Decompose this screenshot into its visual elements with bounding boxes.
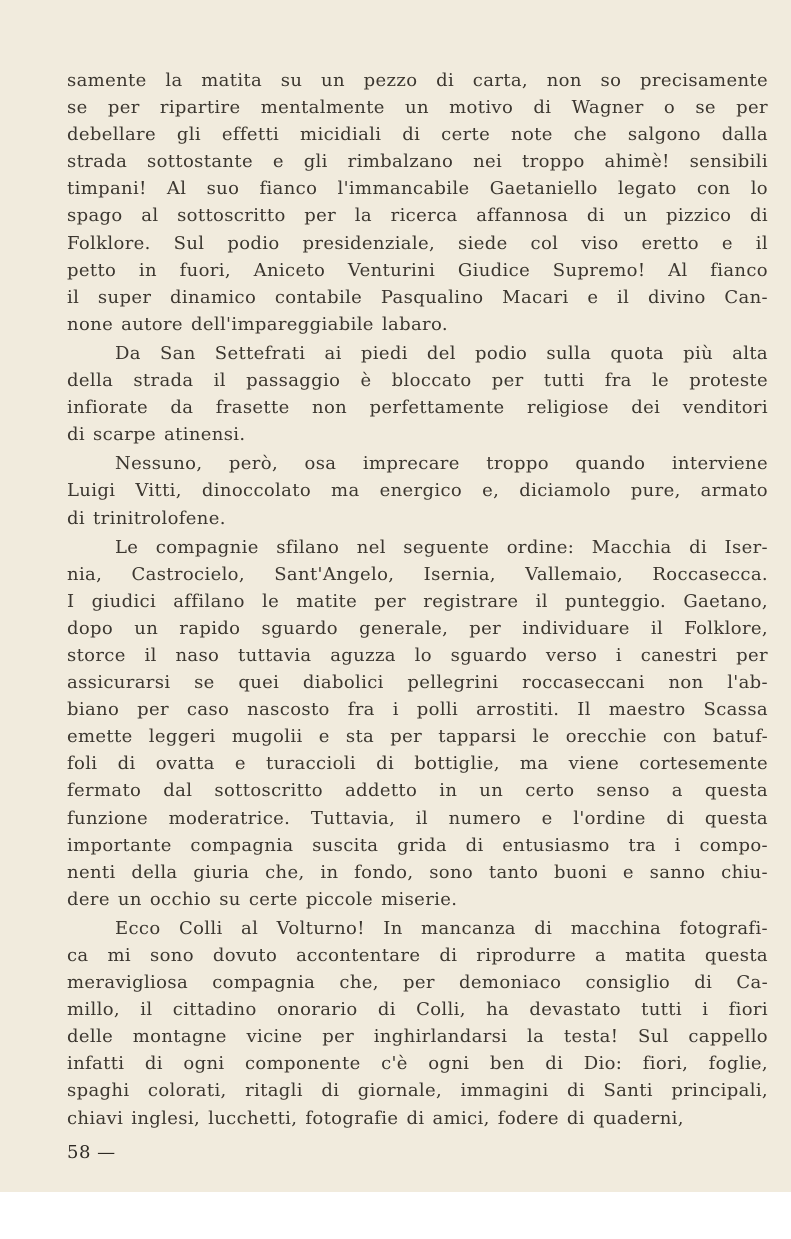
text-line: assicurarsi se quei diabolici pellegrini roccaseccani non l'ab- — [67, 672, 768, 694]
text-line: debellare gli effetti micidiali di certe note che salgono dalla — [67, 124, 768, 146]
text-line: timpani! Al suo fianco l'immancabile Gaetaniello legato con lo — [67, 178, 768, 200]
text-line: millo, il cittadino onorario di Colli, ha devastato tutti i fiori — [67, 999, 768, 1021]
text-line: meravigliosa compagnia che, per demoniaco consiglio di Ca- — [67, 972, 768, 994]
text-line: spago al sottoscritto per la ricerca affannosa di un pizzico di — [67, 205, 768, 227]
text-line: emette leggeri mugolii e sta per tapparsi le orecchie con batuf- — [67, 726, 768, 748]
paragraph — [67, 450, 768, 531]
text-line: biano per caso nascosto fra i polli arrostiti. Il maestro Scassa — [67, 699, 768, 721]
text-line: funzione moderatrice. Tuttavia, il numero e l'ordine di questa — [67, 807, 768, 829]
text-line: Da San Settefrati ai piedi del podio sulla quota più alta — [115, 342, 768, 364]
text-line: Luigi Vitti, dinoccolato ma energico e, diciamolo pure, armato — [67, 480, 768, 502]
paragraph — [67, 340, 768, 448]
text-line: dopo un rapido sguardo generale, per individuare il Folklore, — [67, 617, 768, 639]
text-line: importante compagnia suscita grida di entusiasmo tra i compo- — [67, 834, 768, 856]
text-line: Nessuno, però, osa imprecare troppo quando interviene — [115, 453, 768, 475]
text-line: ca mi sono dovuto accontentare di riprodurre a matita questa — [67, 945, 768, 966]
text-line: storce il naso tuttavia aguzza lo sguardo verso i canestri per — [67, 644, 768, 666]
text-line: se per ripartire mentalmente un motivo di Wagner o se per — [67, 97, 768, 119]
text-line: infatti di ogni componente c'è ogni ben di Dio: fiori, foglie, — [67, 1053, 768, 1075]
text-line: spaghi colorati, ritagli di giornale, immagini di Santi principali, — [67, 1080, 768, 1102]
text-line: delle montagne vicine per inghirlandarsi la testa! Sul cappello — [67, 1026, 768, 1048]
paragraph — [67, 67, 768, 338]
text-line: foli di ovatta e turaccioli di bottiglie, ma viene cortesemente — [67, 753, 768, 775]
paragraph — [67, 915, 768, 1132]
text-line: I giudici affilano le matite per registrare il punteggio. Gaetano, — [67, 590, 768, 612]
text-line: di scarpe atinensi. — [67, 424, 246, 446]
text-line: di trinitrolofene. — [67, 507, 226, 529]
text-line: nia, Castrocielo, Sant'Angelo, Isernia, Vallemaio, Roccasecca. — [67, 563, 768, 585]
text-line: fermato dal sottoscritto addetto in un certo senso a questa — [67, 780, 768, 802]
text-line: Folklore. Sul podio presidenziale, siede col viso eretto e il — [67, 232, 768, 254]
paragraph — [67, 534, 768, 913]
text-line: strada sottostante e gli rimbalzano nei troppo ahimè! sensibili — [67, 151, 768, 173]
text-line: il super dinamico contabile Pasqualino Macari e il divino Can- — [67, 286, 768, 308]
page-number: 58 — — [67, 1142, 116, 1163]
text-line: Ecco Colli al Volturno! In mancanza di macchina fotografi- — [115, 917, 768, 939]
text-line: chiavi inglesi, lucchetti, fotografie di amici, fodere di quaderni, — [67, 1107, 684, 1129]
text-line: nenti della giuria che, in fondo, sono tanto buoni e sanno chiu- — [67, 861, 768, 883]
text-line: dere un occhio su certe piccole miserie. — [67, 888, 458, 910]
body-text — [67, 67, 768, 1132]
text-line: petto in fuori, Aniceto Venturini Giudice Supremo! Al fianco — [67, 259, 768, 281]
text-line: samente la matita su un pezzo di carta, non so precisamente — [67, 70, 768, 91]
text-line: none autore dell'impareggiabile labaro. — [67, 313, 448, 335]
text-line: Le compagnie sfilano nel seguente ordine: Macchia di Iser- — [115, 536, 768, 558]
text-line: della strada il passaggio è bloccato per tutti fra le proteste — [67, 370, 768, 392]
text-line: infiorate da frasette non perfettamente religiose dei venditori — [67, 397, 768, 419]
